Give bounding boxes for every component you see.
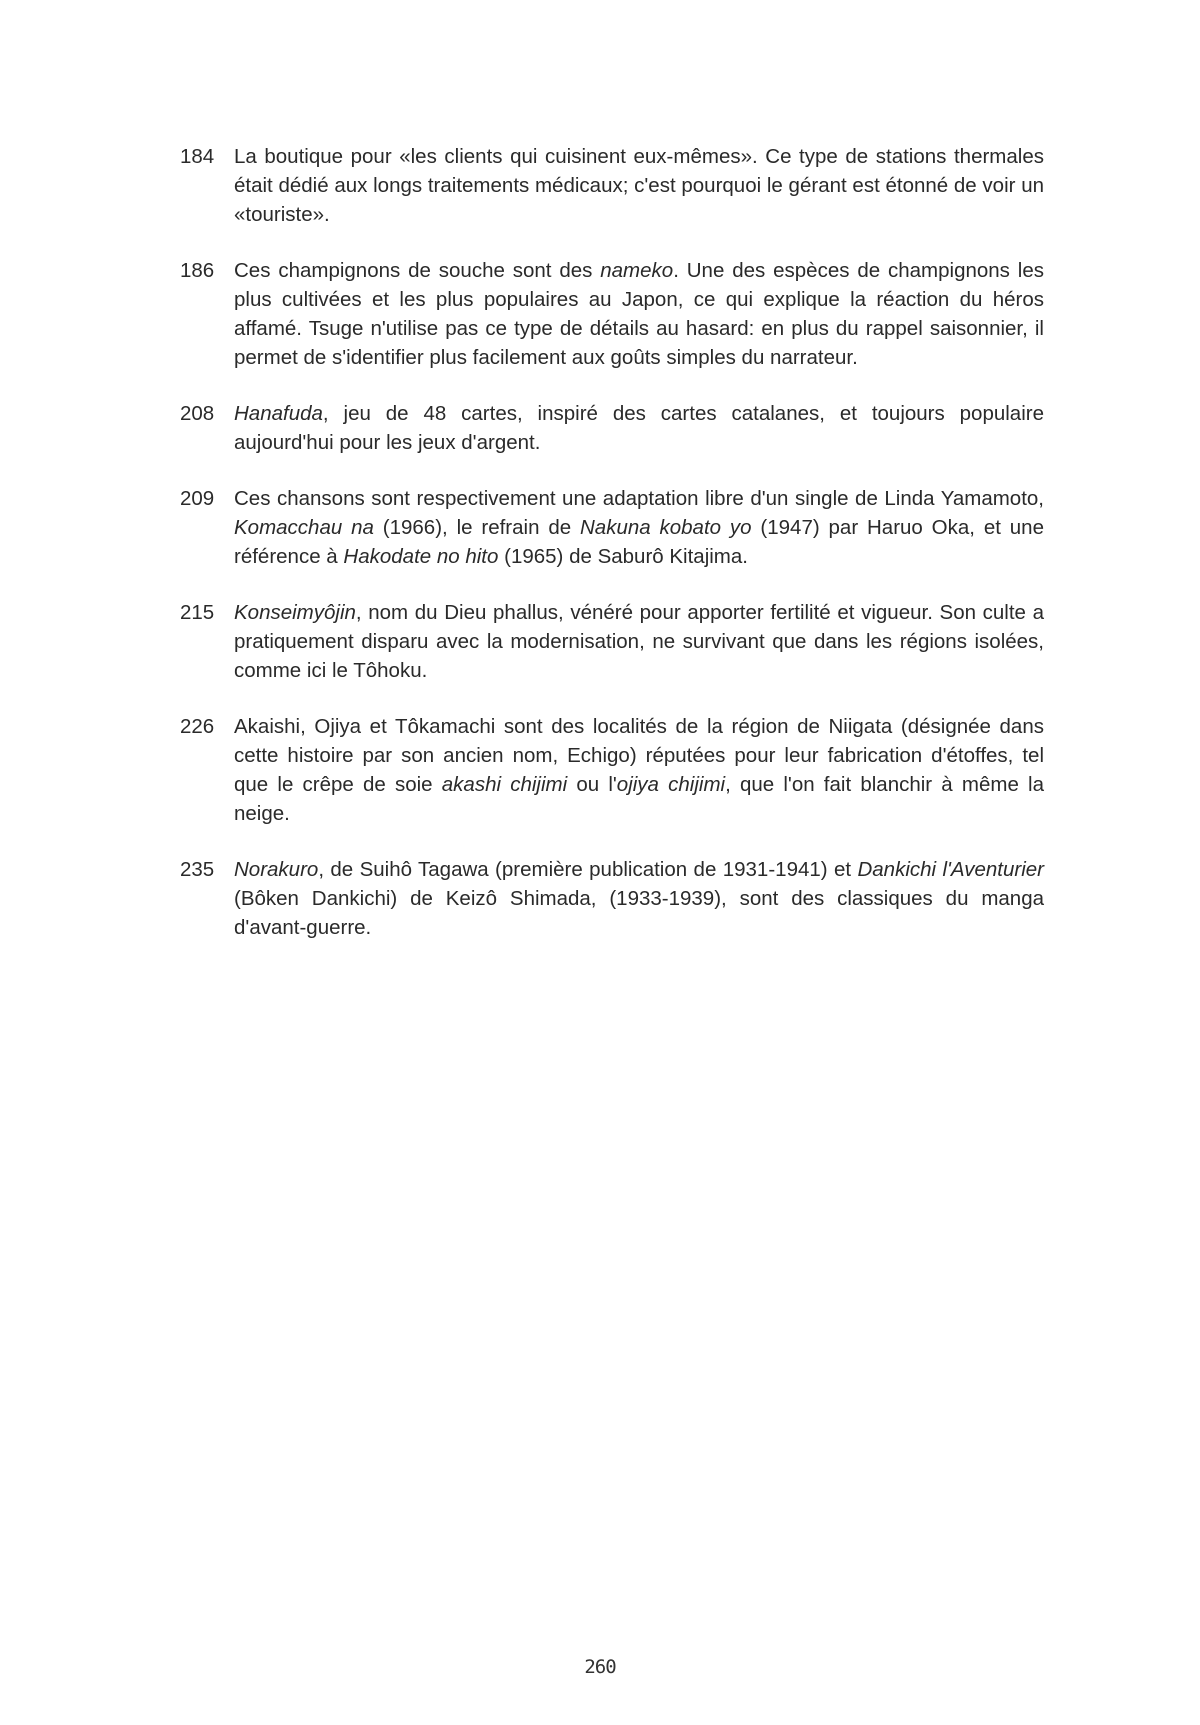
note-text-segment: Ces champignons de souche sont des [234,259,601,282]
note-number: 226 [180,715,215,738]
note-italic-title: Nakuna kobato yo [580,516,752,539]
note-text-segment: (1965) de Saburô Kitajima. [498,545,748,568]
note-italic-title: Komacchau na [234,516,374,539]
note-text-segment: ou l' [567,773,617,796]
note-text [234,712,1044,828]
note-text-segment: (Bôken Dankichi) de Keizô Shimada, (1933-1939), sont des classiques du manga d'avant-guerre. [234,887,1044,939]
note-text [234,256,1044,372]
note-number: 208 [180,402,215,425]
note-text-segment: Ces chansons sont respectivement une adaptation libre d'un single de Linda Yamamoto, [234,487,1044,510]
note-item [180,855,1044,942]
note-italic-title: ojiya chijimi [616,773,726,796]
note-item [180,256,1044,372]
note-item [180,712,1044,828]
note-number: 209 [180,487,215,510]
note-item [180,142,1044,229]
note-text-segment: , que l'on fait blanchir à même la neige. [234,773,1044,825]
note-italic-title: Dankichi l'Aventurier [857,858,1044,881]
note-text-segment: , jeu de 48 cartes, inspiré des cartes catalanes, et toujours populaire aujourd'hui pour les jeux d'argent. [234,402,1044,454]
note-text [234,484,1044,571]
note-number: 215 [180,601,215,624]
note-text [234,142,1044,229]
note-italic-title: Konseimyôjin [234,601,356,624]
notes-list [180,142,1044,969]
note-number: 184 [180,145,215,168]
note-text [234,399,1044,457]
note-text-segment: , nom du Dieu phallus, vénéré pour apporter fertilité et vigueur. Son culte a pratiquement disparu avec la modernisation, ne survivant que dans les régions isolées, comme ici le Tôhoku. [234,601,1044,682]
note-item [180,484,1044,571]
note-item [180,598,1044,685]
note-text-segment: La boutique pour «les clients qui cuisinent eux-mêmes». Ce type de stations thermales était dédié aux longs traitements médicaux; c'est pourquoi le gérant est étonné de voir un «touriste». [234,145,1044,226]
note-italic-title: Norakuro [234,858,319,881]
note-text [234,598,1044,685]
note-text-segment: (1966), le refrain de [373,516,580,539]
note-italic-title: akashi chijimi [441,773,568,796]
note-number: 235 [180,858,215,881]
note-italic-title: Hanafuda [234,402,323,425]
note-text-segment: Akaishi, Ojiya et Tôkamachi sont des localités de la région de Niigata (désignée dans cette histoire par son ancien nom, Echigo) réputées pour leur fabrication d'étoffes, tel que le crêpe de soie [234,715,1044,796]
note-italic-title: nameko [600,259,674,282]
note-item [180,399,1044,457]
note-text-segment: , de Suihô Tagawa (première publication de 1931-1941) et [318,858,858,881]
page-number: 260 [584,1656,616,1678]
note-italic-title: Hakodate no hito [343,545,499,568]
note-text-segment: . Une des espèces de champignons les plus cultivées et les plus populaires au Japon, ce qui explique la réaction du héros affamé. Tsuge n'utilise pas ce type de détails au hasard: en plus du rappel saisonnier, il permet de s'identifier plus facilement aux goûts simples du narrateur. [234,259,1044,369]
note-text-segment: (1947) par Haruo Oka, et une référence à [234,516,1044,568]
note-number: 186 [180,259,215,282]
note-text [234,855,1044,942]
